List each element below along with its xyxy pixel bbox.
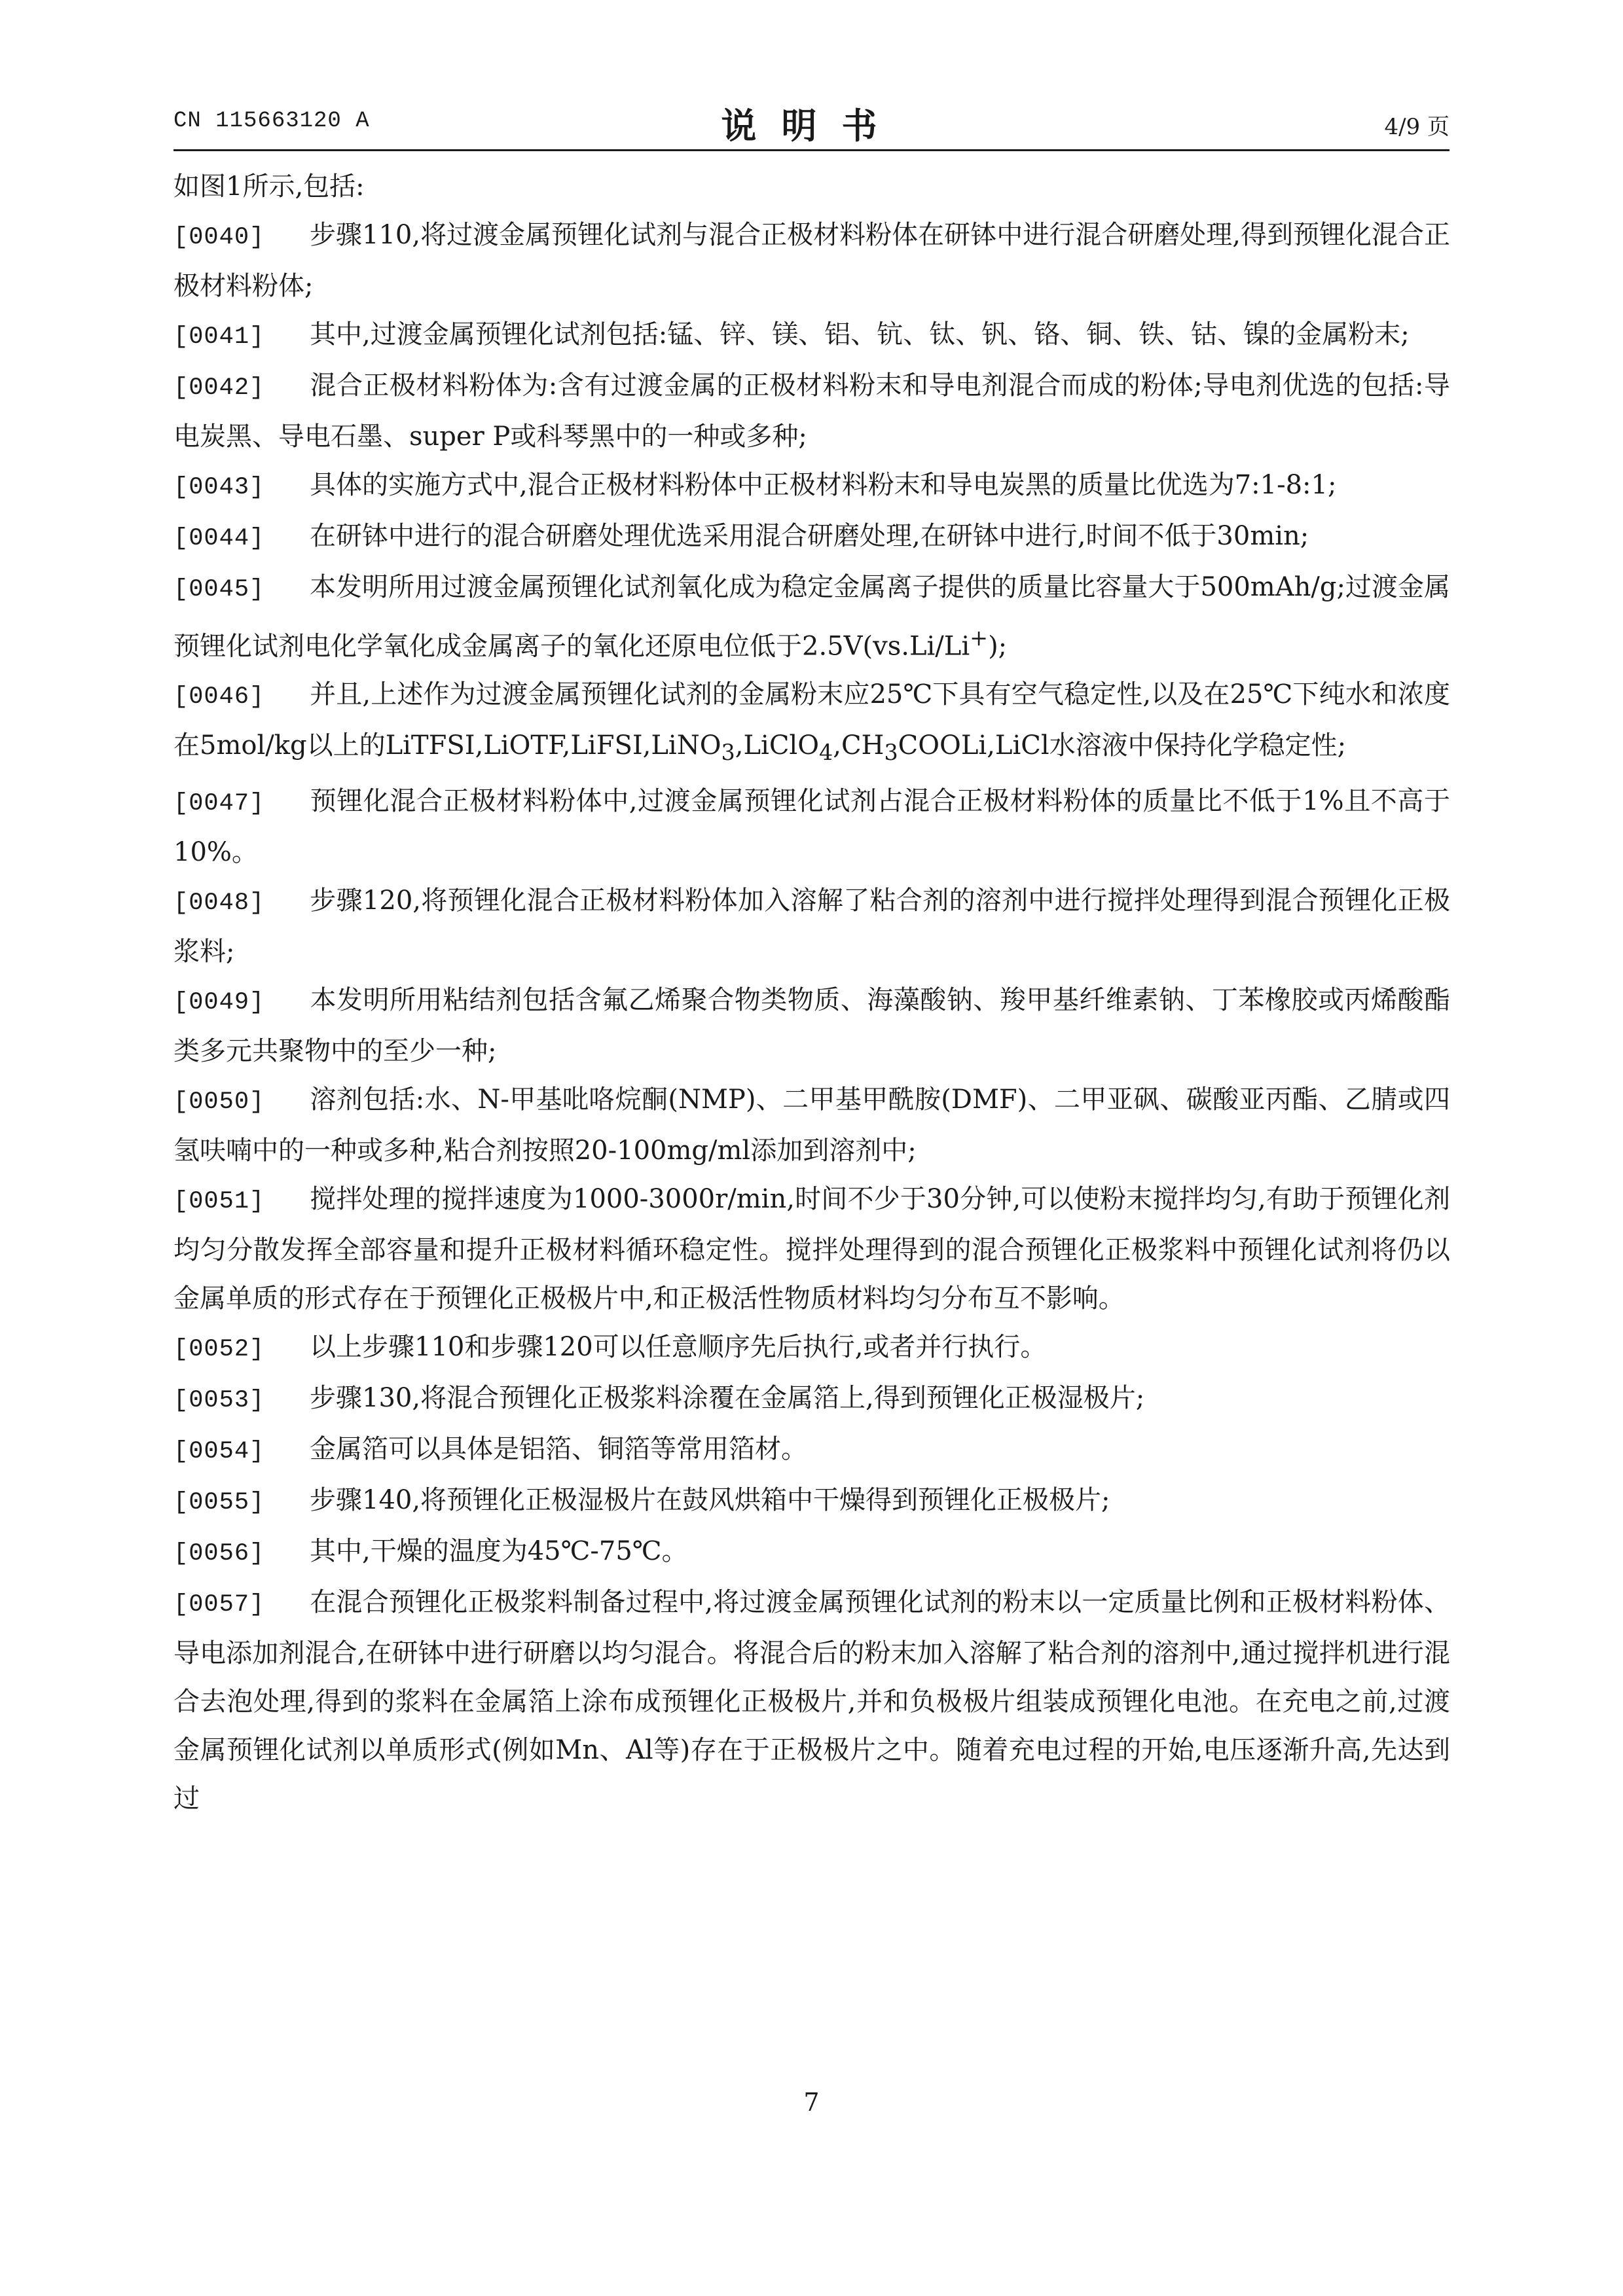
paragraph-number: [0057] <box>173 1591 265 1619</box>
paragraph-text: 混合正极材料粉体为:含有过渡金属的正极材料粉末和导电剂混合而成的粉体;导电剂优选的包括:导电炭黑、导电石墨、super P或科琴黑中的一种或多种; <box>173 370 1450 452</box>
paragraph-text: 步骤130,将混合预锂化正极浆料涂覆在金属箔上,得到预锂化正极湿极片; <box>310 1383 1145 1414</box>
paragraph-text: 步骤140,将预锂化正极湿极片在鼓风烘箱中干燥得到预锂化正极极片; <box>310 1485 1110 1516</box>
paragraph-number: [0042] <box>173 374 265 402</box>
paragraph-number: [0047] <box>173 790 265 818</box>
paragraph-number: [0051] <box>173 1188 265 1216</box>
paragraph-0056 <box>173 1527 1450 1578</box>
paragraph-0051 <box>173 1175 1450 1323</box>
paragraph-text: 金属箔可以具体是铝箔、铜箔等常用箔材。 <box>310 1434 807 1465</box>
subscript: 3 <box>884 740 898 766</box>
paragraph-text: 步骤110,将过渡金属预锂化试剂与混合正极材料粉体在研钵中进行混合研磨处理,得到预锂化混合正极材料粉体; <box>173 220 1450 301</box>
paragraph-number: [0055] <box>173 1489 265 1517</box>
paragraph-0054 <box>173 1425 1450 1476</box>
paragraph-0053 <box>173 1374 1450 1425</box>
paragraph-number: [0056] <box>173 1540 265 1568</box>
paragraph-text: COOLi,LiCl水溶液中保持化学稳定性; <box>898 730 1347 761</box>
paragraph-number: [0045] <box>173 576 265 603</box>
page-number: 7 <box>803 2088 820 2117</box>
paragraph-text: 步骤120,将预锂化混合正极材料粉体加入溶解了粘合剂的溶剂中进行搅拌处理得到混合预锂化正极浆料; <box>173 886 1450 967</box>
paragraph-number: [0049] <box>173 989 265 1017</box>
paragraph-text: 搅拌处理的搅拌速度为1000-3000r/min,时间不少于30分钟,可以使粉末搅拌均匀,有助于预锂化剂均匀分散发挥全部容量和提升正极材料循环稳定性。搅拌处理得到的混合预锂化正极浆料中预锂化试剂将仍以金属单质的形式存在于预锂化正极极片中,和正极活性物质材料均匀分布互不影响。 <box>173 1184 1450 1314</box>
paragraph-0048 <box>173 876 1450 976</box>
paragraph-0045 <box>173 563 1450 670</box>
paragraph-number: [0043] <box>173 474 265 501</box>
paragraph-0050 <box>173 1075 1450 1175</box>
paragraph-number: [0052] <box>173 1336 265 1364</box>
paragraph-text-end: ); <box>988 631 1008 662</box>
paragraph-0040 <box>173 211 1450 310</box>
paragraph-0047 <box>173 777 1450 876</box>
paragraph-number: [0050] <box>173 1088 265 1117</box>
paragraph-text: ,CH <box>833 730 884 761</box>
paragraph-0055 <box>173 1476 1450 1527</box>
paragraph-0043 <box>173 461 1450 512</box>
paragraph-0049 <box>173 976 1450 1075</box>
paragraph-number: [0048] <box>173 889 265 918</box>
paragraph-text: 具体的实施方式中,混合正极材料粉体中正极材料粉末和导电炭黑的质量比优选为7:1-8:1; <box>310 470 1337 500</box>
page-count: 4/9 页 <box>1384 114 1450 140</box>
paragraph-0046 <box>173 670 1450 777</box>
paragraph-text: 溶剂包括:水、N-甲基吡咯烷酮(NMP)、二甲基甲酰胺(DMF)、二甲亚砜、碳酸亚丙酯、乙腈或四氢呋喃中的一种或多种,粘合剂按照20-100mg/ml添加到溶剂中; <box>173 1085 1450 1166</box>
paragraph-number: [0040] <box>173 224 265 251</box>
paragraph-number: [0041] <box>173 323 265 351</box>
paragraph-text: 本发明所用粘结剂包括含氟乙烯聚合物类物质、海藻酸钠、羧甲基纤维素钠、丁苯橡胶或丙烯酸酯类多元共聚物中的至少一种; <box>173 985 1450 1067</box>
paragraph-text: 本发明所用过渡金属预锂化试剂氧化成为稳定金属离子提供的质量比容量大于500mAh/g;过渡金属预锂化试剂电化学氧化成金属离子的氧化还原电位低于2.5V(vs.Li/Li <box>173 572 1450 662</box>
paragraph-0042 <box>173 361 1450 461</box>
patent-number: CN 115663120 A <box>173 109 370 134</box>
paragraph-text: 在研钵中进行的混合研磨处理优选采用混合研磨处理,在研钵中进行,时间不低于30min; <box>310 521 1309 551</box>
header-rule <box>173 149 1450 151</box>
paragraph-0057 <box>173 1578 1450 1823</box>
paragraph-0052 <box>173 1323 1450 1374</box>
paragraph-0044 <box>173 512 1450 563</box>
page-header <box>173 98 1450 147</box>
subscript: 3 <box>721 740 735 766</box>
paragraph-text: ,LiClO <box>735 730 820 761</box>
superscript: + <box>970 625 989 651</box>
paragraph-number: [0044] <box>173 525 265 552</box>
paragraph-text: 其中,过渡金属预锂化试剂包括:锰、锌、镁、铝、钪、钛、钒、铬、铜、铁、钴、镍的金属粉末; <box>310 319 1410 350</box>
paragraph-text: 以上步骤110和步骤120可以任意顺序先后执行,或者并行执行。 <box>310 1332 1047 1363</box>
paragraph-text: 预锂化混合正极材料粉体中,过渡金属预锂化试剂占混合正极材料粉体的质量比不低于1%且不高于10%。 <box>173 786 1450 868</box>
paragraph-0041 <box>173 310 1450 361</box>
paragraph-number: [0053] <box>173 1387 265 1415</box>
paragraph-text: 其中,干燥的温度为45℃-75℃。 <box>310 1536 688 1567</box>
subscript: 4 <box>819 740 833 766</box>
paragraph-text: 在混合预锂化正极浆料制备过程中,将过渡金属预锂化试剂的粉末以一定质量比例和正极材料粉体、导电添加剂混合,在研钵中进行研磨以均匀混合。将混合后的粉末加入溶解了粘合剂的溶剂中,通过搅拌机进行混合去泡处理,得到的浆料在金属箔上涂布成预锂化正极极片,并和负极极片组装成预锂化电池。在充电之前,过渡金属预锂化试剂以单质形式(例如Mn、Al等)存在于正极极片之中。随着充电过程的开始,电压逐渐升高,先达到过 <box>173 1587 1450 1814</box>
paragraph-number: [0054] <box>173 1438 265 1466</box>
paragraph-number: [0046] <box>173 683 265 711</box>
paragraph-text: 并且,上述作为过渡金属预锂化试剂的金属粉末应25℃下具有空气稳定性,以及在25℃下纯水和浓度在5mol/kg以上的LiTFSI,LiOTF,LiFSI,LiNO <box>173 679 1450 761</box>
page-title: 说明书 <box>721 105 902 147</box>
document-body <box>173 162 1450 1823</box>
intro-line: 如图1所示,包括: <box>173 171 365 202</box>
